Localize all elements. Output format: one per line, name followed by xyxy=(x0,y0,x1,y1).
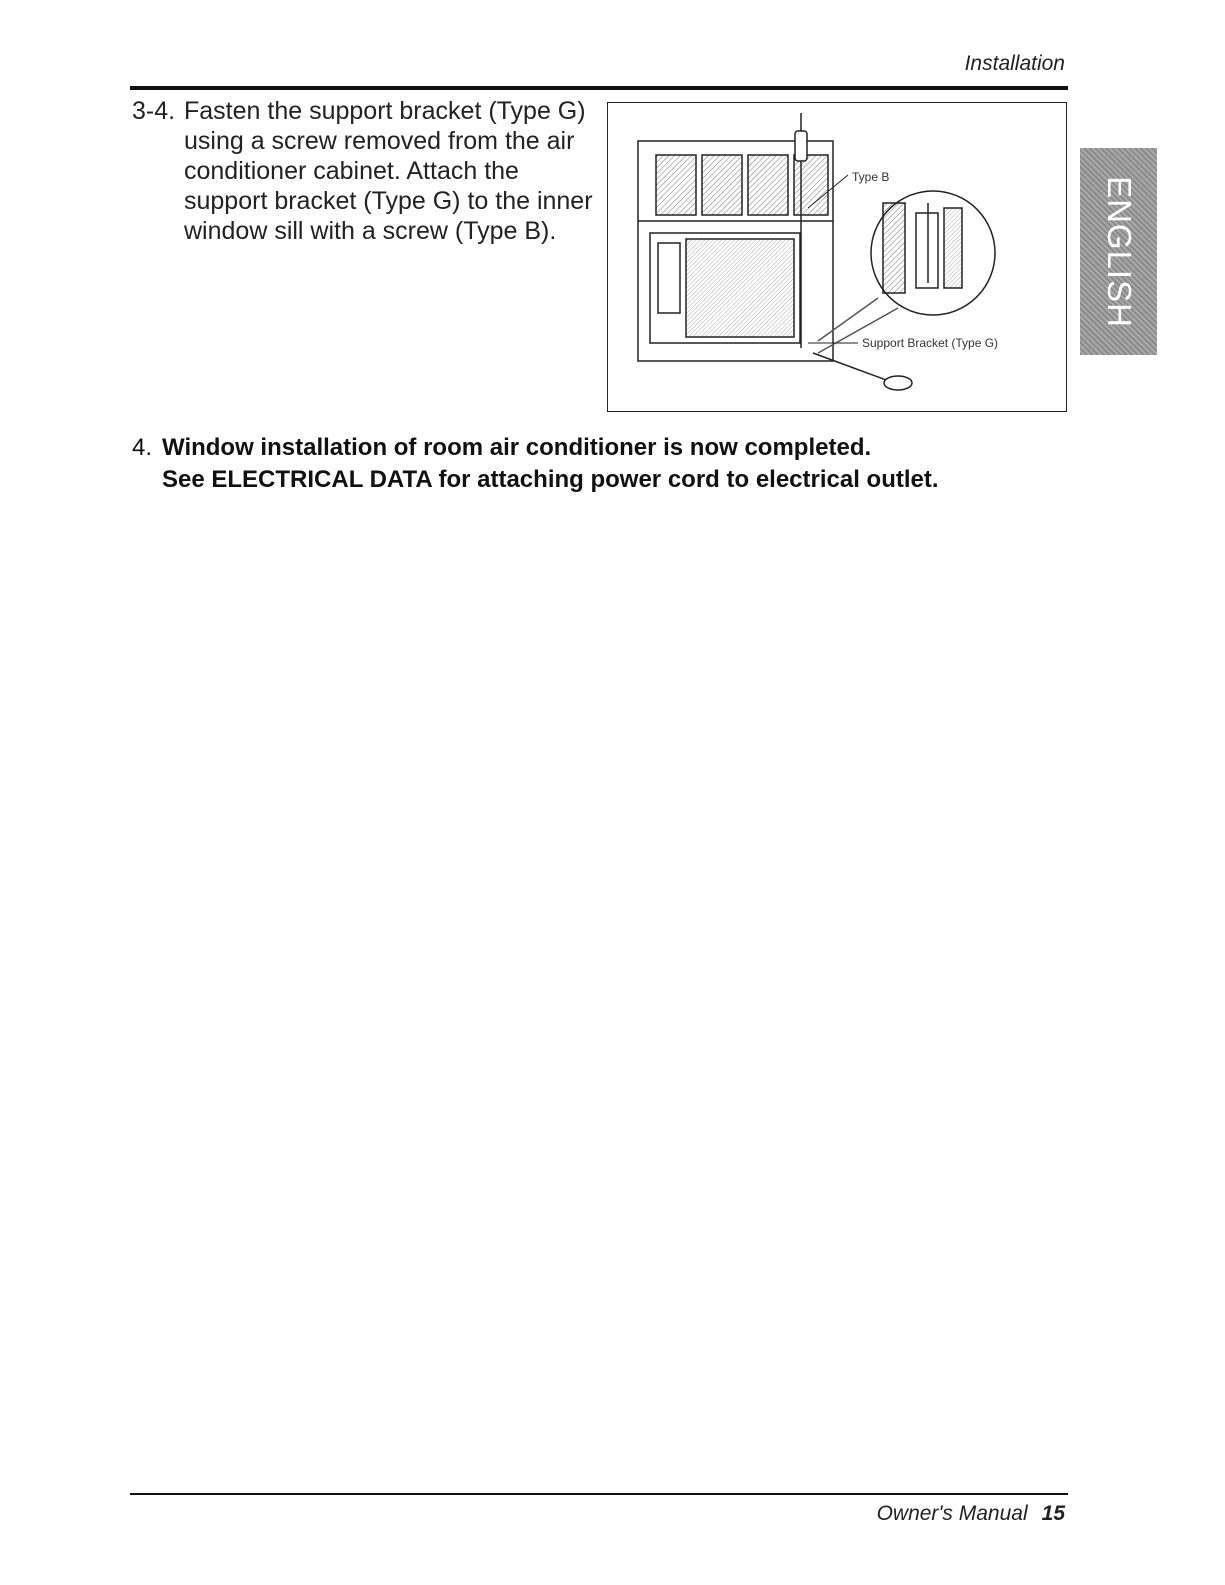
air-conditioner xyxy=(650,233,800,343)
step-4 xyxy=(132,432,939,496)
label-support-bracket: Support Bracket (Type G) xyxy=(862,336,999,350)
completion-text: Window installation of room air conditioner is now completed. xyxy=(162,434,872,461)
label-type-b: Type B xyxy=(852,170,890,184)
installation-illustration xyxy=(607,102,1067,412)
step-line: support bracket (Type G) to the inner xyxy=(184,187,593,215)
screwdriver-bottom xyxy=(813,353,912,390)
manual-title: Owner's Manual xyxy=(876,1502,1028,1525)
step-line: window sill with a screw (Type B). xyxy=(184,217,557,245)
page-footer xyxy=(877,1502,1065,1526)
page-number: 15 xyxy=(1041,1502,1065,1525)
step-text xyxy=(184,96,612,246)
step-number: 3-4. xyxy=(132,97,176,125)
electrical-note: See ELECTRICAL DATA for attaching power cord to electrical outlet. xyxy=(162,466,939,493)
step-line: Fasten the support bracket (Type G) xyxy=(184,97,586,125)
language-tab xyxy=(1080,148,1157,355)
detail-magnifier xyxy=(818,191,995,353)
illustration-svg xyxy=(608,103,1066,411)
step-3-4 xyxy=(132,96,612,246)
step-line: using a screw removed from the air xyxy=(184,127,575,155)
top-rule xyxy=(130,86,1068,90)
language-tab-label: ENGLISH xyxy=(1100,175,1138,328)
step-4-number: 4. xyxy=(132,434,153,461)
bottom-rule xyxy=(130,1493,1068,1495)
section-title: Installation xyxy=(964,52,1065,75)
step-line: conditioner cabinet. Attach the xyxy=(184,157,519,185)
